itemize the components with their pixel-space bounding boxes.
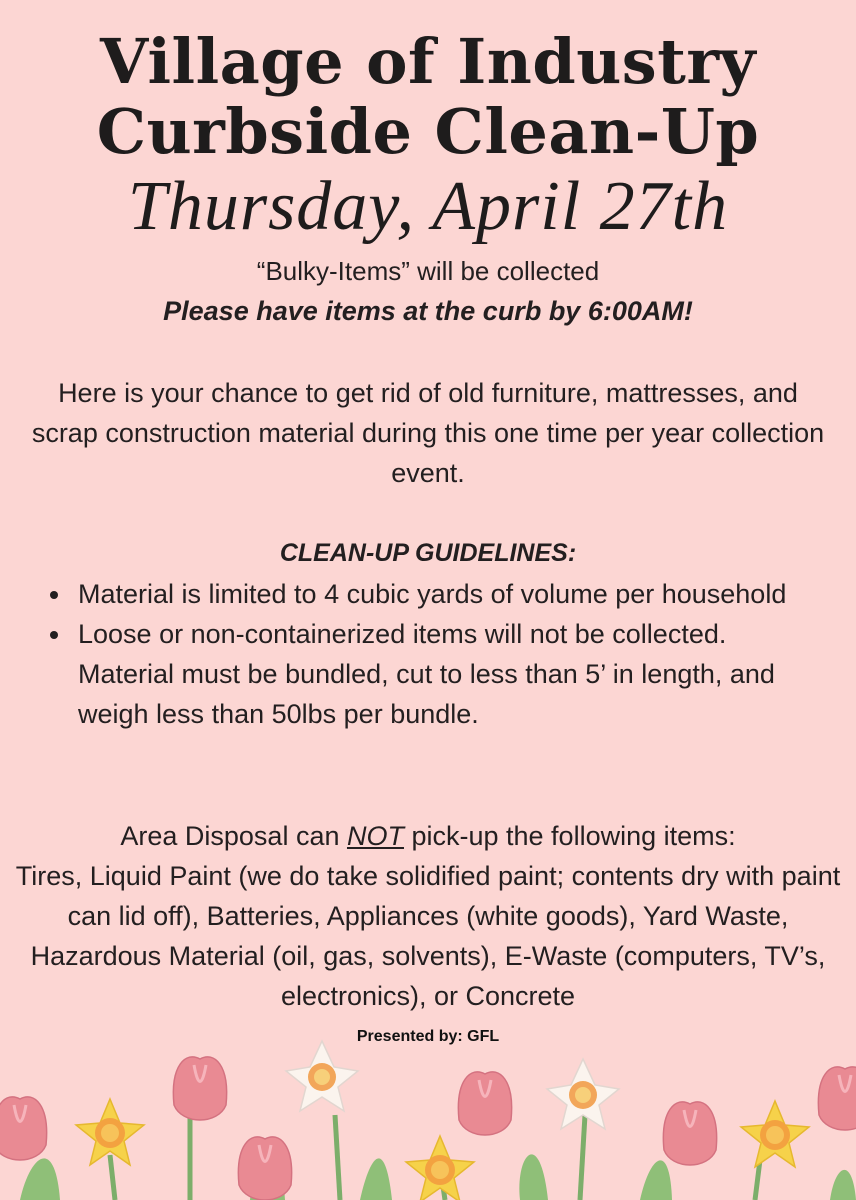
guideline-item: Material is limited to 4 cubic yards of volume per household [78, 574, 828, 614]
narcissus-icon [286, 1041, 358, 1111]
guidelines-list [78, 574, 828, 734]
event-date: Thursday, April 27th [127, 168, 729, 245]
disposal-intro-start: Area Disposal can [120, 821, 347, 851]
tulip-icon [173, 1057, 226, 1120]
tulip-icon [0, 1097, 47, 1160]
bulky-items-note: “Bulky-Items” will be collected [256, 256, 600, 286]
guidelines-heading: CLEAN-UP GUIDELINES: [279, 539, 577, 567]
tulip-icon [663, 1102, 716, 1165]
tulip-icon [458, 1072, 511, 1135]
title-line-1: Village of Industry [99, 25, 757, 98]
daffodil-icon [741, 1101, 809, 1167]
disposal-paragraph [0, 816, 856, 1016]
curb-deadline: Please have items at the curb by 6:00AM! [163, 296, 693, 326]
spring-flowers-illustration [0, 1015, 856, 1200]
intro-paragraph: Here is your chance to get rid of old furniture, mattresses, and scrap construction material during this one time per year collection event. [31, 378, 825, 488]
tulip-icon [818, 1067, 856, 1130]
disposal-excluded-items: Tires, Liquid Paint (we do take solidified paint; contents dry with paint can lid off), Batteries, Appliances (white goods), Yard Waste, Hazardous Material (oil, gas, solvents), E-Waste (computers, TV’s, electronics), or Concrete [15, 861, 841, 1011]
disposal-intro-end: pick-up the following items: [403, 821, 736, 851]
presented-by: Presented by: GFL [356, 1028, 500, 1045]
tulip-icon [238, 1137, 291, 1200]
guideline-item: Loose or non-containerized items will not be collected. Material must be bundled, cut to less than 5’ in length, and weigh less than 50lbs per bundle. [78, 614, 828, 734]
daffodil-icon [406, 1136, 474, 1200]
disposal-not-emphasis: NOT [346, 821, 404, 851]
title-line-2: Curbside Clean-Up [96, 95, 760, 168]
